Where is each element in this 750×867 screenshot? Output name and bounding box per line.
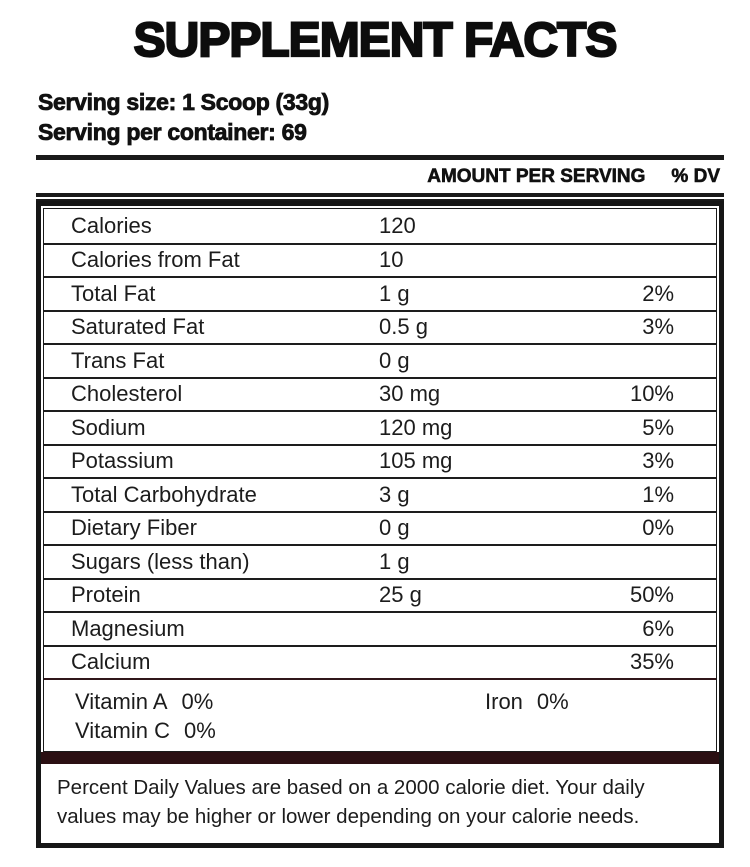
- nutrient-amount: 120 mg: [379, 414, 453, 440]
- nutrient-dv: 3%: [642, 314, 674, 340]
- micronutrient-line: [44, 716, 716, 745]
- nutrient-amount: 3 g: [379, 481, 410, 507]
- nutrient-amount: 0.5 g: [379, 314, 428, 340]
- table-row: [44, 511, 716, 545]
- nutrient-amount: 0 g: [379, 347, 410, 373]
- table-row: [44, 611, 716, 645]
- table-row: [44, 243, 716, 277]
- micronutrient-name: Vitamin C: [75, 717, 170, 743]
- nutrient-name: Sodium: [71, 414, 146, 440]
- micronutrient-item: [44, 689, 485, 715]
- micronutrient-dv: 0%: [536, 688, 569, 714]
- amount-per-serving-header: AMOUNT PER SERVING: [427, 165, 646, 187]
- divider-bar: [41, 752, 719, 764]
- micronutrient-name: Iron: [485, 688, 523, 714]
- nutrient-name: Cholesterol: [71, 381, 183, 407]
- nutrient-dv: 5%: [642, 414, 674, 440]
- nutrient-amount: 105 mg: [379, 448, 453, 474]
- percent-dv-header: % DV: [671, 165, 720, 187]
- table-row: [44, 377, 716, 411]
- nutrient-amount: 30 mg: [379, 381, 441, 407]
- nutrient-dv: 50%: [629, 582, 674, 608]
- nutrient-name: Protein: [71, 582, 141, 608]
- table-row: [44, 477, 716, 511]
- nutrient-name: Calories from Fat: [71, 247, 240, 273]
- table-row: [44, 645, 716, 679]
- nutrient-dv: 3%: [642, 448, 674, 474]
- micronutrient-item: [485, 689, 569, 715]
- micronutrient-dv: 0%: [183, 717, 216, 743]
- nutrient-name: Calories: [71, 212, 152, 238]
- nutrient-amount: 1 g: [379, 280, 410, 306]
- micronutrient-dv: 0%: [181, 688, 214, 714]
- nutrient-name: Magnesium: [71, 615, 185, 641]
- table-row: [44, 578, 716, 612]
- serving-size: Serving size: 1 Scoop (33g): [38, 89, 329, 115]
- nutrient-name: Dietary Fiber: [71, 515, 197, 541]
- nutrient-name: Saturated Fat: [71, 314, 205, 340]
- facts-box-inner: [43, 208, 717, 752]
- micronutrient-line: [44, 687, 716, 716]
- nutrient-amount: 25 g: [379, 582, 422, 608]
- serving-info: [38, 87, 720, 147]
- footnote: Percent Daily Values are based on a 2000 calorie diet. Your daily values may be higher or lower depending on your calorie needs.: [57, 776, 645, 828]
- nutrient-dv: 2%: [642, 280, 674, 306]
- nutrient-amount: 10: [379, 247, 404, 273]
- micronutrient-name: Vitamin A: [75, 688, 168, 714]
- table-row: [44, 310, 716, 344]
- micronutrient-item: [44, 718, 485, 744]
- table-row: [44, 544, 716, 578]
- nutrient-name: Trans Fat: [71, 347, 165, 373]
- table-row: [44, 209, 716, 243]
- nutrient-dv: 6%: [642, 615, 674, 641]
- nutrient-name: Total Fat: [71, 280, 156, 306]
- column-headers: [36, 160, 720, 193]
- servings-per-container: Serving per container: 69: [38, 119, 307, 145]
- supplement-facts-label: [0, 15, 750, 867]
- table-row: [44, 276, 716, 310]
- micronutrients-section: [44, 678, 716, 751]
- nutrient-dv: 10%: [629, 381, 674, 407]
- nutrient-name: Calcium: [71, 649, 151, 675]
- label-title: SUPPLEMENT FACTS: [133, 14, 617, 67]
- facts-box: [36, 201, 724, 848]
- nutrient-amount: 120: [379, 212, 416, 238]
- table-row: [44, 444, 716, 478]
- nutrient-dv: 1%: [642, 481, 674, 507]
- nutrient-dv: 0%: [642, 515, 674, 541]
- nutrient-name: Total Carbohydrate: [71, 481, 257, 507]
- table-row: [44, 343, 716, 377]
- nutrient-amount: 1 g: [379, 548, 410, 574]
- nutrient-name: Sugars (less than): [71, 548, 250, 574]
- nutrient-dv: 35%: [629, 649, 674, 675]
- nutrient-table: [44, 209, 716, 678]
- nutrient-name: Potassium: [71, 448, 174, 474]
- divider-double: [36, 193, 724, 201]
- nutrient-amount: 0 g: [379, 515, 410, 541]
- table-row: [44, 410, 716, 444]
